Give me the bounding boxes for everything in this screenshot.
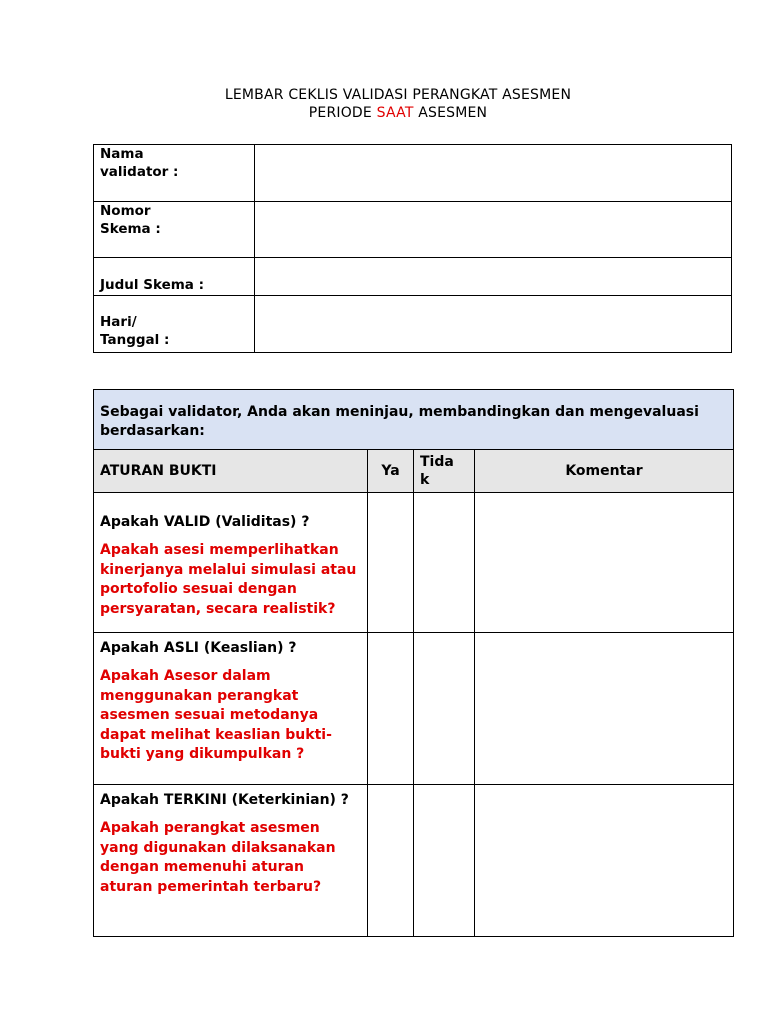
rule-description-text: Apakah perangkat asesmen yang digunakan dilaksanakan dengan	[100, 820, 336, 875]
info-row-nomor-skema	[94, 202, 732, 258]
rule-description-text: Apakah asesi	[100, 542, 210, 558]
rule-description-emphasis: memperlihatkan	[209, 542, 339, 558]
rule-question: Apakah VALID (Validitas) ?	[100, 514, 310, 530]
komentar-field-asli[interactable]	[475, 633, 734, 785]
tidak-checkbox-valid[interactable]	[414, 493, 475, 633]
checklist-header-row	[94, 450, 734, 493]
tidak-checkbox-terkini[interactable]	[414, 785, 475, 937]
header-ya: Ya	[368, 450, 414, 493]
evidence-rules-checklist	[93, 389, 734, 937]
header-tidak	[414, 450, 475, 493]
komentar-field-terkini[interactable]	[475, 785, 734, 937]
rule-description-emphasis: melihat	[150, 726, 211, 743]
document-title	[0, 86, 768, 122]
ya-checkbox-asli[interactable]	[368, 633, 414, 785]
header-tidak-line-1: Tida	[420, 454, 454, 470]
info-label-judul-skema	[94, 258, 255, 296]
komentar-field-valid[interactable]	[475, 493, 734, 633]
info-row-judul-skema	[94, 258, 732, 296]
info-value-nama-field[interactable]	[255, 145, 732, 202]
rule-description-text: keaslian bukti-bukti yang dikumpulkan ?	[100, 726, 332, 762]
info-label-nama	[94, 145, 255, 202]
info-label-line-2: Tanggal :	[100, 332, 170, 348]
info-value-judul-skema-field[interactable]	[255, 258, 732, 296]
header-tidak-line-2: k	[420, 472, 430, 488]
checklist-row-asli	[94, 633, 734, 785]
title-line-2-pre: PERIODE	[308, 105, 377, 121]
rule-cell-valid	[94, 493, 368, 633]
info-label-line-2: validator :	[100, 164, 179, 180]
info-label-line-1: Hari/	[100, 314, 137, 330]
rule-description	[100, 667, 361, 765]
rule-description-text: kinerjanya melalui simulasi atau portofolio sesuai dengan persyaratan, secara realistik?	[100, 561, 357, 617]
rule-cell-terkini	[94, 785, 368, 937]
title-line-2-post: ASESMEN	[413, 105, 488, 121]
info-label-line-2: Judul Skema :	[100, 277, 205, 293]
rule-description	[100, 541, 361, 619]
info-row-nama	[94, 145, 732, 202]
rule-description	[100, 819, 361, 897]
title-line-1: LEMBAR CEKLIS VALIDASI PERANGKAT ASESMEN	[224, 87, 572, 103]
ya-checkbox-terkini[interactable]	[368, 785, 414, 937]
validator-info-table	[93, 144, 732, 353]
rule-description-text: Apakah Asesor dalam menggunakan perangkat asesmen sesuai metodanya dapat	[100, 668, 319, 743]
info-label-line-2: Skema :	[100, 221, 161, 237]
info-label-hari-tanggal	[94, 296, 255, 353]
header-aturan-bukti: ATURAN BUKTI	[94, 450, 368, 493]
info-row-hari-tanggal	[94, 296, 732, 353]
info-label-line-1: Nama	[100, 146, 144, 162]
rule-question: Apakah TERKINI (Keterkinian) ?	[100, 792, 349, 808]
rule-description-text: aturan aturan pemerintah terbaru?	[100, 859, 322, 895]
checklist-row-valid	[94, 493, 734, 633]
info-value-hari-tanggal-field[interactable]	[255, 296, 732, 353]
header-komentar: Komentar	[475, 450, 734, 493]
checklist-intro: Sebagai validator, Anda akan meninjau, membandingkan dan mengevaluasi berdasarkan:	[94, 390, 734, 450]
tidak-checkbox-asli[interactable]	[414, 633, 475, 785]
checklist-intro-row	[94, 390, 734, 450]
rule-question: Apakah ASLI (Keaslian) ?	[100, 640, 297, 656]
info-label-line-1: Nomor	[100, 203, 151, 219]
title-saat-highlight: SAAT	[376, 105, 414, 121]
checklist-row-terkini	[94, 785, 734, 937]
title-line-2	[0, 104, 768, 122]
info-value-nomor-skema-field[interactable]	[255, 202, 732, 258]
ya-checkbox-valid[interactable]	[368, 493, 414, 633]
rule-cell-asli	[94, 633, 368, 785]
rule-description-emphasis: memenuhi	[163, 859, 247, 875]
info-label-nomor-skema	[94, 202, 255, 258]
